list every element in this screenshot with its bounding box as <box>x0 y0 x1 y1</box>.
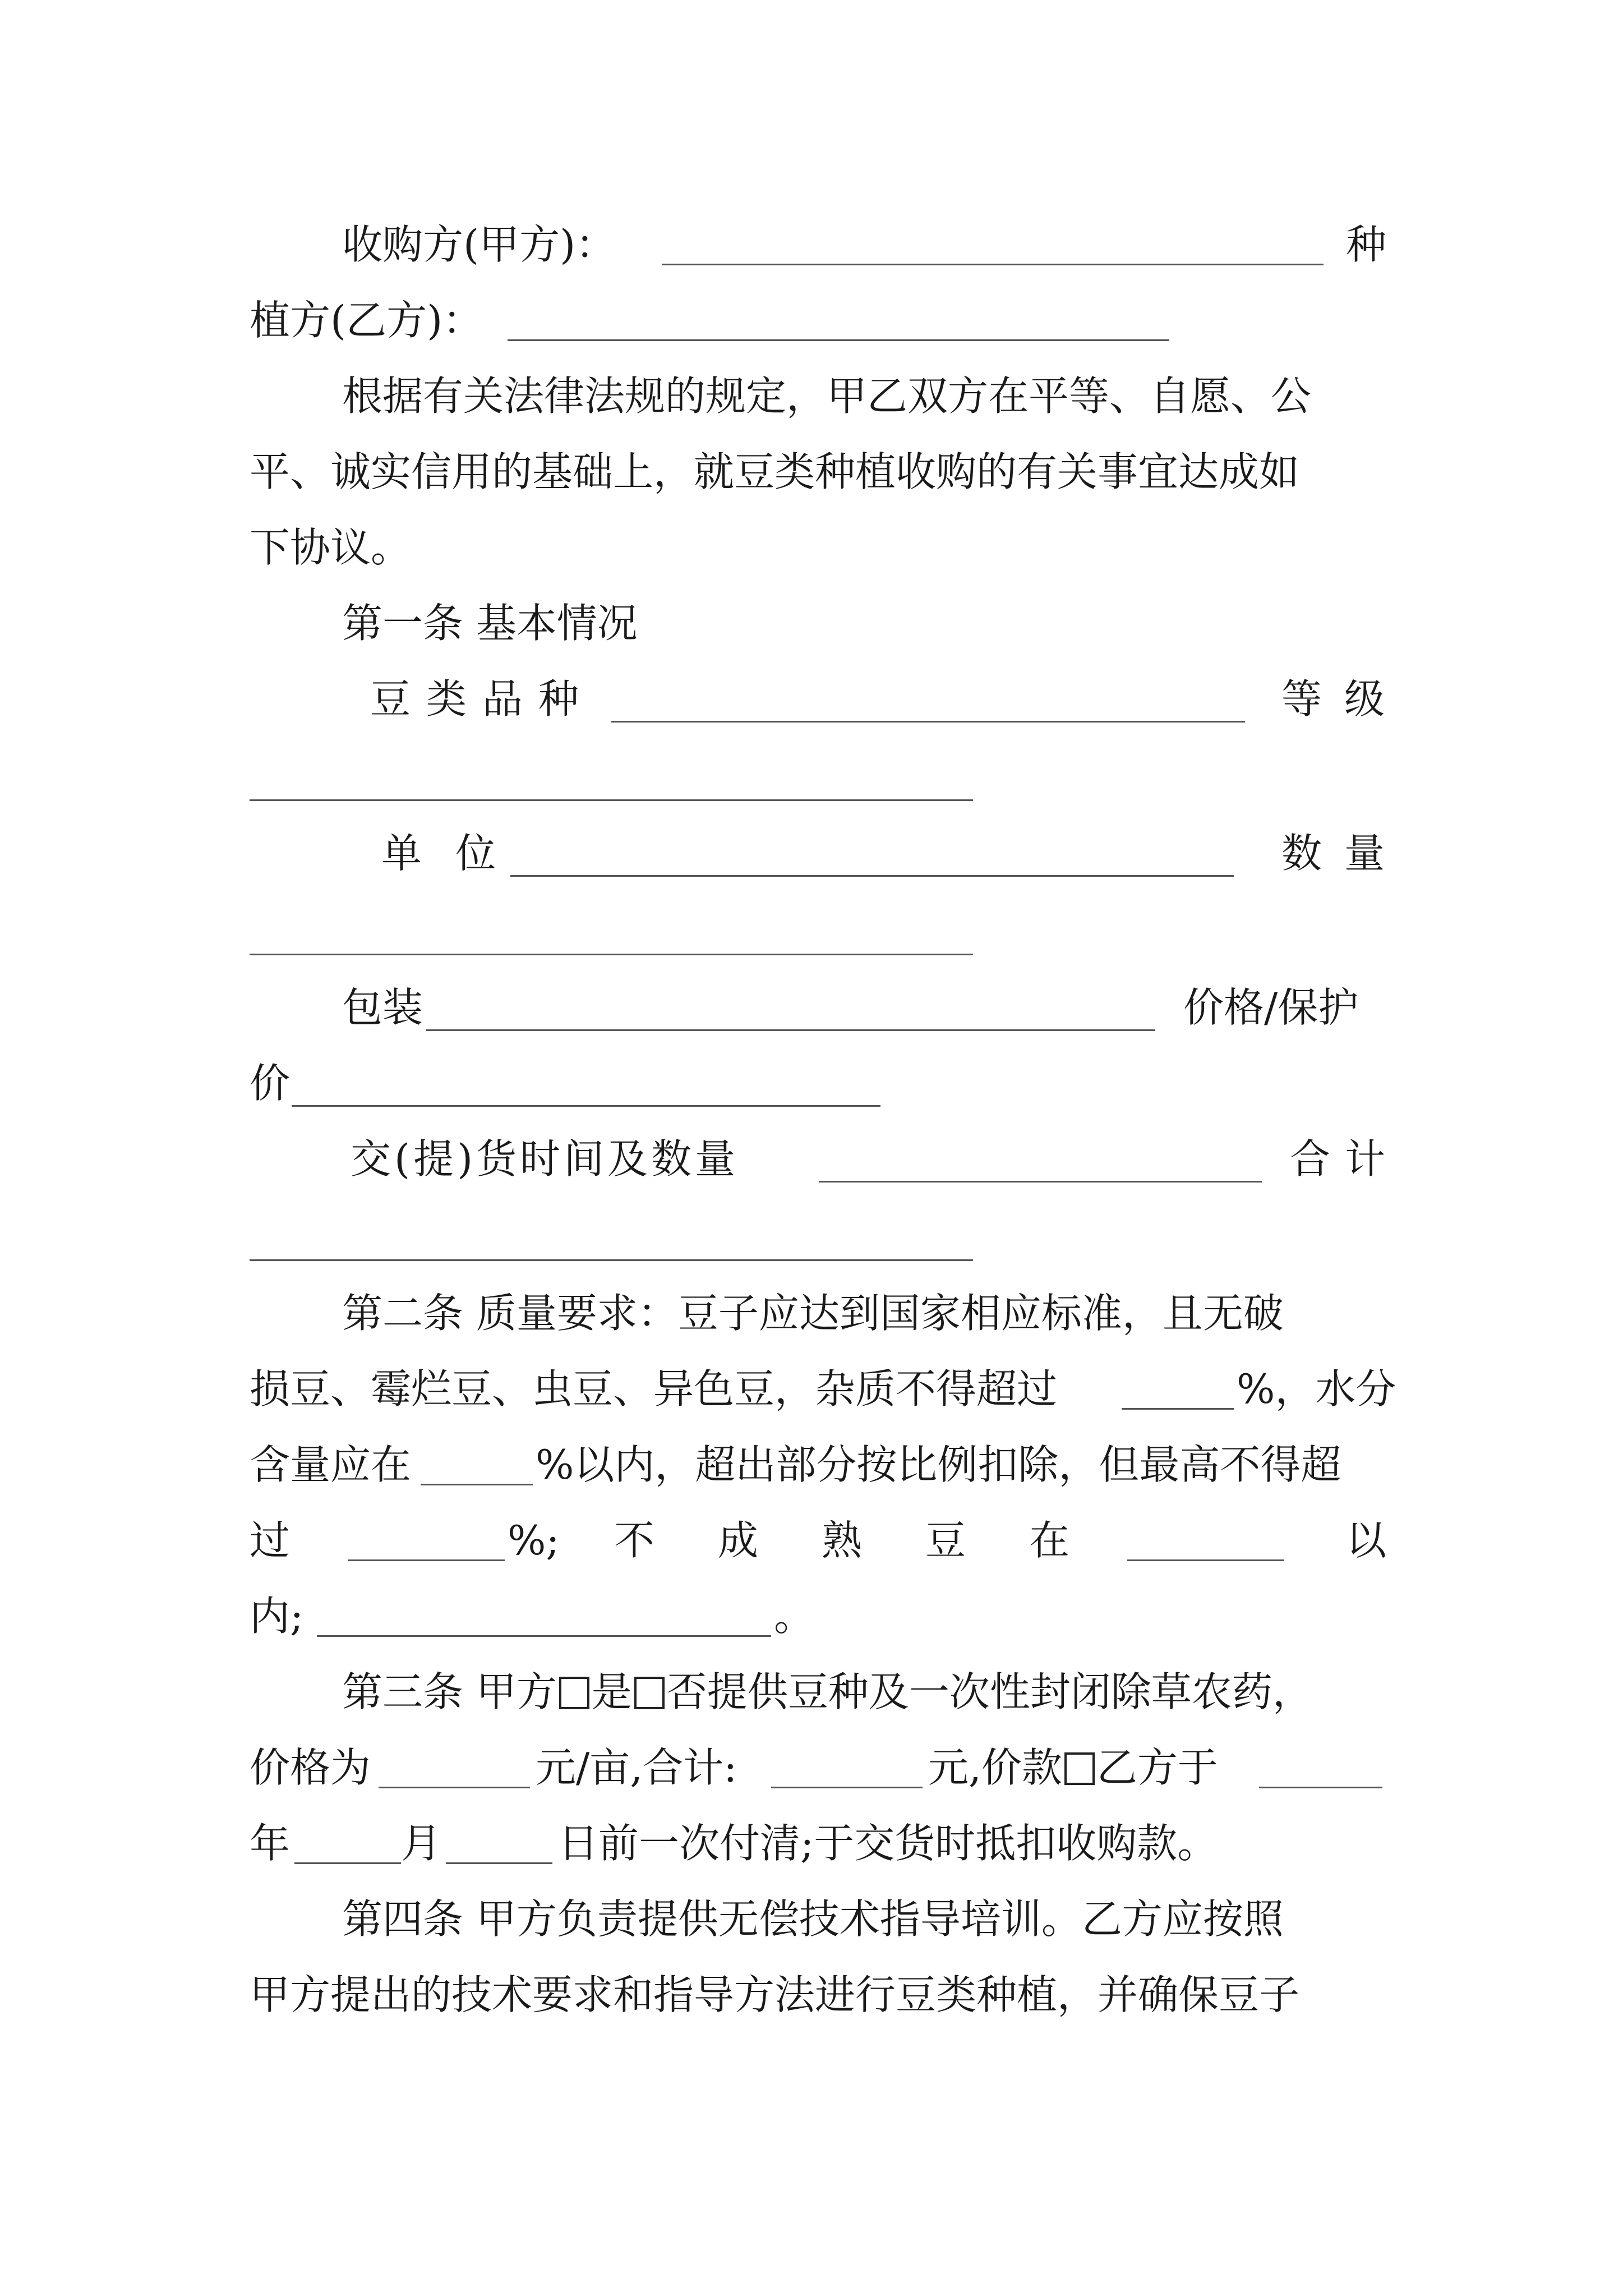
article-2-char-5: 在 <box>1029 1517 1070 1564</box>
grower-label: 植方(乙方)： <box>250 297 483 344</box>
max-deduction-blank[interactable] <box>348 1559 505 1561</box>
seed-price-blank[interactable] <box>379 1787 530 1788</box>
price-label-end: 价 <box>250 1060 291 1107</box>
article-2-line-3b: %以内，超出部分按比例扣除，但最高不得超 <box>536 1441 1341 1488</box>
article-2-line-5a: 内; <box>250 1593 304 1640</box>
article-2-char-3: 熟 <box>822 1517 863 1564</box>
article-2-char-4: 豆 <box>925 1517 966 1564</box>
article-2-line-3a: 含量应在 <box>250 1441 412 1488</box>
month-label: 月 <box>401 1820 442 1867</box>
article-2-char-6: 以 <box>1346 1517 1387 1564</box>
quantity-label: 数量 <box>1281 830 1408 877</box>
article-2-line-2b: %，水分 <box>1237 1365 1396 1412</box>
extra-terms-blank[interactable] <box>317 1635 771 1637</box>
grower-blank[interactable] <box>508 339 1169 341</box>
buyer-blank[interactable] <box>662 264 1324 265</box>
payment-year-blank[interactable] <box>1259 1787 1382 1788</box>
payment-day-blank[interactable] <box>446 1862 552 1864</box>
intro-line-2: 平、诚实信用的基础上，就豆类种植收购的有关事宜达成如 <box>250 448 1300 495</box>
article-3-line-2a: 价格为 <box>250 1744 371 1791</box>
intro-line-3: 下协议。 <box>250 524 412 571</box>
delivery-label: 交(提)货时间及数量 <box>351 1135 739 1182</box>
impurity-blank[interactable] <box>1122 1408 1234 1410</box>
grade-label: 等级 <box>1281 675 1408 723</box>
article-3-line-2c <box>928 1744 1218 1792</box>
article-2-line-5b: 。 <box>774 1593 815 1640</box>
unit-blank[interactable] <box>510 875 1234 877</box>
article-4-line-2: 甲方提出的技术要求和指导方法进行豆类种植，并确保豆子 <box>250 1971 1300 2018</box>
payment-checkbox[interactable] <box>1064 1752 1095 1785</box>
year-label: 年 <box>250 1820 291 1867</box>
no-checkbox[interactable] <box>634 1677 665 1709</box>
article-2-char-1: 不 <box>614 1517 655 1564</box>
payment-party: 乙方于 <box>1096 1744 1218 1791</box>
total-blank[interactable] <box>250 1259 973 1261</box>
article-3-line-1 <box>342 1668 1313 1717</box>
packaging-blank[interactable] <box>426 1029 1155 1031</box>
payment-label: 元,价款 <box>928 1744 1062 1791</box>
article-2-line-2a: 损豆、霉烂豆、虫豆、异色豆，杂质不得超过 <box>250 1365 1058 1412</box>
article-3-suffix: 否提供豆种及一次性封闭除草农药， <box>666 1668 1313 1715</box>
seed-total-blank[interactable] <box>771 1787 923 1788</box>
article-3-line-3c: 日前一次付清;于交货时抵扣收购款。 <box>558 1820 1218 1867</box>
article-2-line-4b: %; <box>508 1517 560 1564</box>
article-3-line-2b: 元/亩,合计: <box>536 1744 737 1791</box>
delivery-blank[interactable] <box>819 1181 1262 1182</box>
price-blank[interactable] <box>292 1105 880 1107</box>
article-2-line-4a: 过 <box>250 1517 291 1564</box>
yes-checkbox[interactable] <box>559 1677 589 1709</box>
total-label: 合计 <box>1290 1135 1400 1182</box>
unit-label: 单位 <box>381 830 530 877</box>
article-4-line-1: 第四条 甲方负责提供无偿技术指导培训。乙方应按照 <box>342 1895 1284 1943</box>
article-2-line-1: 第二条 质量要求：豆子应达到国家相应标准，且无破 <box>342 1290 1284 1337</box>
price-label: 价格/保护 <box>1183 984 1359 1031</box>
article-2-char-2: 成 <box>718 1517 759 1564</box>
variety-label: 豆类品种 <box>370 675 595 723</box>
payment-month-blank[interactable] <box>294 1862 401 1864</box>
packaging-label: 包装 <box>342 984 423 1031</box>
quantity-blank[interactable] <box>250 954 973 955</box>
grade-blank[interactable] <box>250 799 973 801</box>
intro-line-1: 根据有关法律法规的规定，甲乙双方在平等、自愿、公 <box>342 372 1312 420</box>
yes-label: 是 <box>591 1668 632 1715</box>
moisture-blank[interactable] <box>421 1484 533 1485</box>
article-1-heading: 第一条 基本情况 <box>342 600 638 647</box>
article-3-prefix: 第三条 甲方 <box>342 1668 557 1715</box>
buyer-label: 收购方(甲方)： <box>342 221 616 268</box>
variety-blank[interactable] <box>611 721 1245 723</box>
grower-label-start: 种 <box>1346 221 1387 268</box>
immature-blank[interactable] <box>1127 1559 1284 1561</box>
